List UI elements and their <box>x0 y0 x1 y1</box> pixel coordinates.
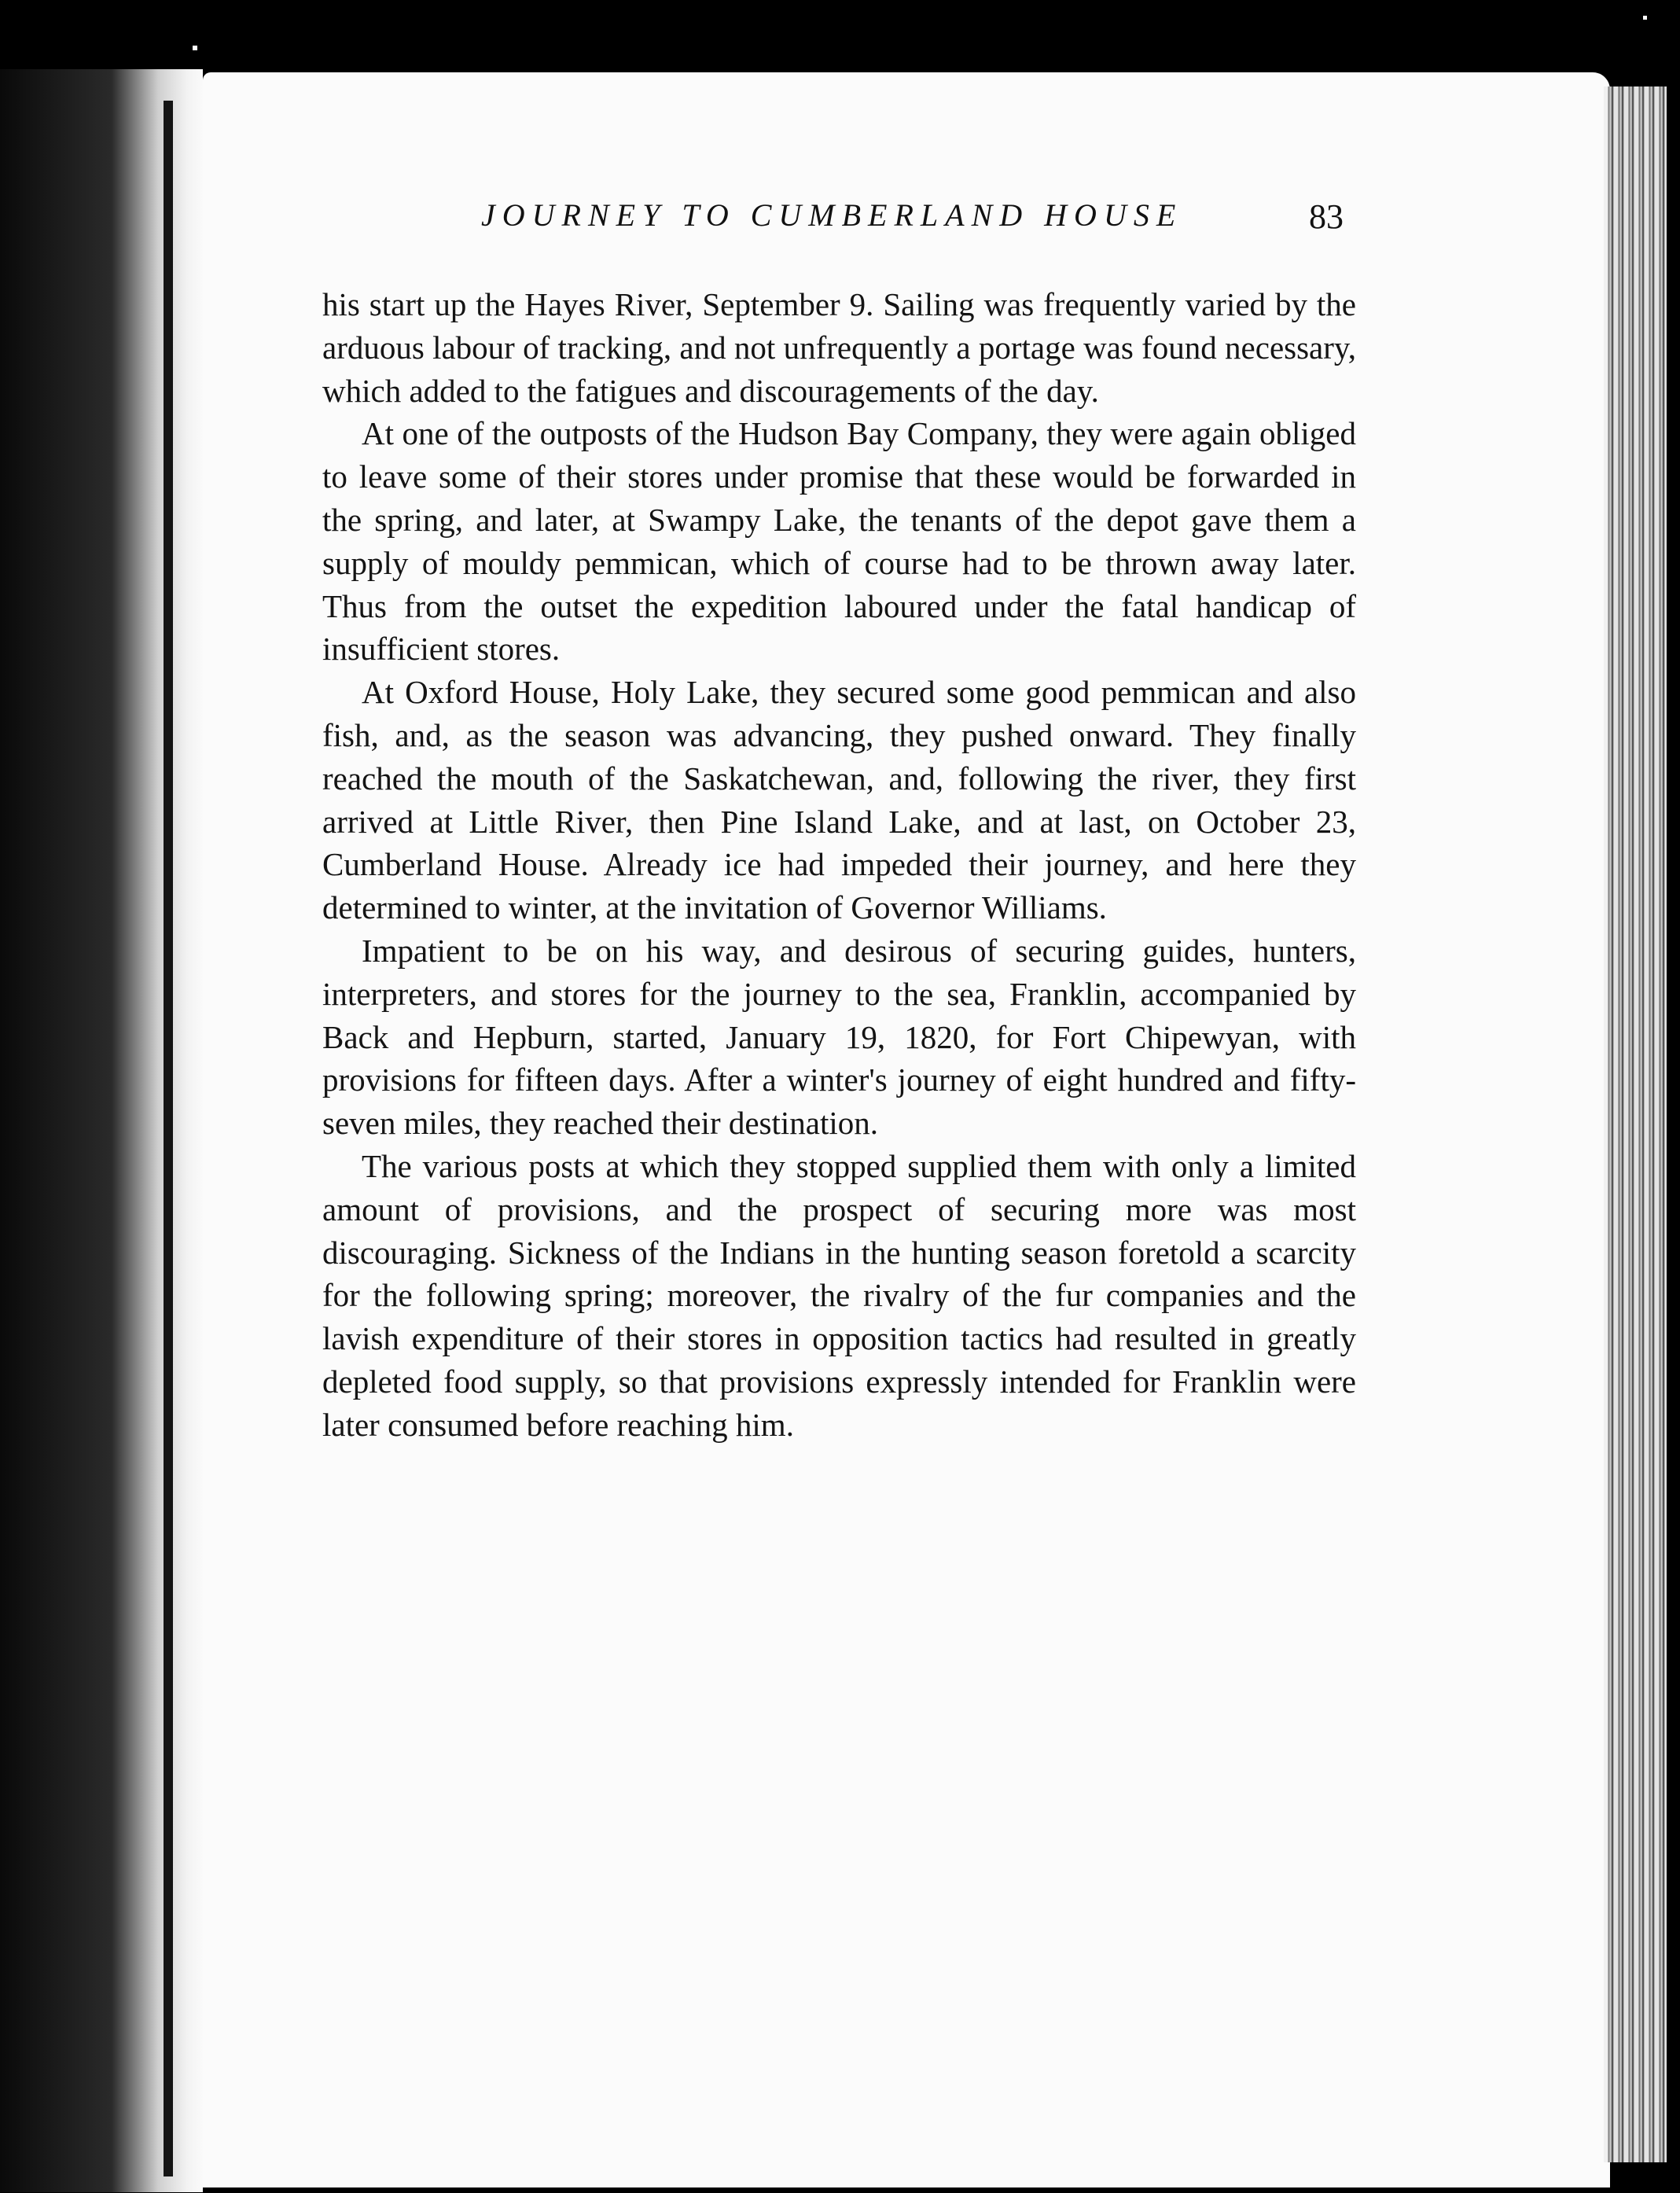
paragraph: Impatient to be on his way, and desirous of securing guides, hunters, interpreters, and stores for the journey to the sea, Franklin, accompanied by Back and Hepburn, started, January 19, 1820, for Fort Chipewyan, with provisions for fifteen days. After a winter's journey of eight hundred and fifty-seven miles, they reached their destination. <box>322 932 1356 1142</box>
body-text <box>322 283 1356 1447</box>
scan-speck <box>193 46 197 50</box>
paragraph: At Oxford House, Holy Lake, they secured some good pemmican and also fish, and, as the season was advancing, they pushed onward. They finally reached the mouth of the Saskatchewan, and, following the river, they first arrived at Little River, then Pine Island Lake, and at last, on October 23, Cumberland House. Already ice had impeded their journey, and here they determined to winter, at the invitation of Governor Williams. <box>322 674 1356 926</box>
page-number: 83 <box>1309 197 1344 236</box>
page-stack-edge <box>1604 86 1667 2162</box>
binding-shadow <box>164 101 173 2176</box>
scan-speck <box>1643 16 1647 20</box>
facing-page-edge <box>0 69 203 2192</box>
paragraph: At one of the outposts of the Hudson Bay Company, they were again obliged to leave some of their stores under promise that these would be forwarded in the spring, and later, at Swampy Lake, the tenants of the depot gave them a supply of mouldy pemmican, which of course had to be thrown away later. Thus from the outset the expedition laboured under the fatal handicap of insufficient stores. <box>322 415 1356 668</box>
paragraph: The various posts at which they stopped supplied them with only a limited amount of provisions, and the prospect of securing more was most discouraging. Sickness of the Indians in the hunting season foretold a scarcity for the following spring; moreover, the rivalry of the fur companies and the lavish expenditure of their stores in opposition tactics had resulted in greatly depleted food supply, so that provisions expressly intended for Franklin were later consumed before reaching him. <box>322 1147 1356 1443</box>
running-head: JOURNEY TO CUMBERLAND HOUSE <box>481 197 1183 233</box>
paragraph: his start up the Hayes River, September 9. Sailing was frequently varied by the arduous labour of tracking, and not unfrequently a portage was found necessary, which added to the fatigues and discouragements of the day. <box>322 286 1356 409</box>
